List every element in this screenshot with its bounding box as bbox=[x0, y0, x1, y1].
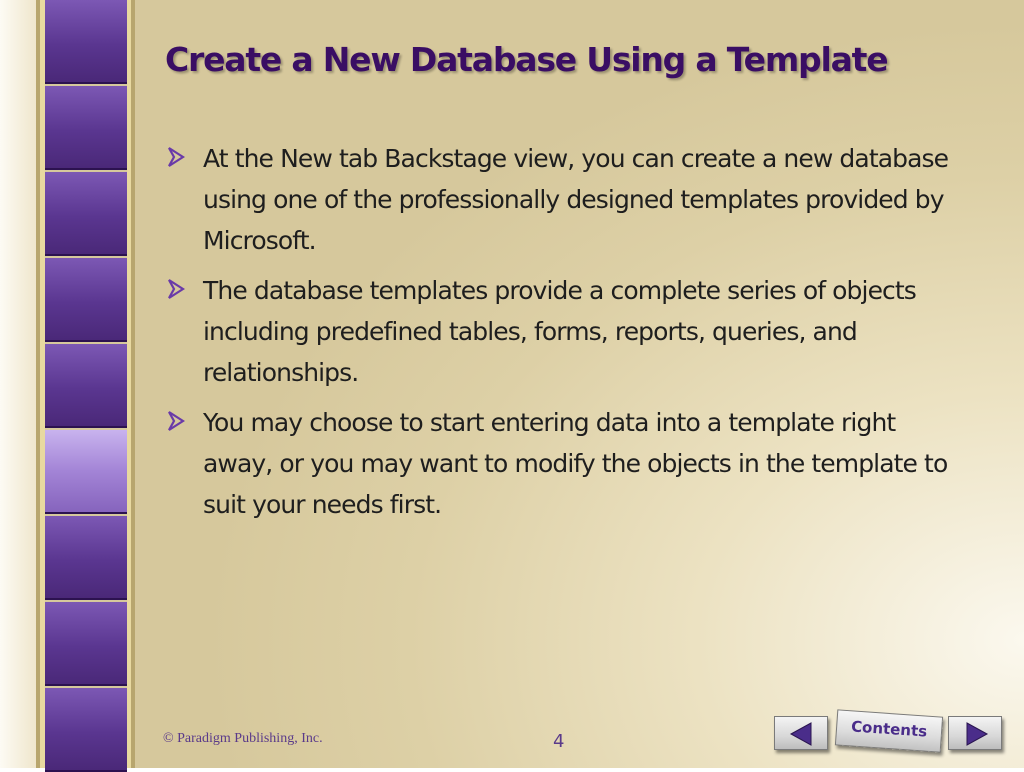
sidebar-tile bbox=[45, 258, 127, 342]
sidebar-tile bbox=[45, 172, 127, 256]
bullet-text: The database templates provide a complete series of objects including predefined tables, forms, reports, queries, and relationships. bbox=[203, 276, 916, 387]
bullet-item bbox=[165, 270, 965, 393]
sidebar-tile bbox=[45, 344, 127, 428]
sidebar-tile bbox=[45, 602, 127, 686]
bullet-item bbox=[165, 402, 965, 525]
sidebar-tile-highlighted bbox=[45, 430, 127, 514]
sidebar-tile bbox=[45, 0, 127, 84]
right-arrow-icon bbox=[949, 717, 1003, 751]
slide-title: Create a New Database Using a Template bbox=[165, 40, 888, 79]
sidebar-tile bbox=[45, 688, 127, 772]
sidebar-gold-line bbox=[131, 0, 135, 768]
previous-slide-button[interactable] bbox=[774, 716, 828, 750]
sidebar-light-band bbox=[0, 0, 36, 768]
sidebar-tile-column bbox=[45, 0, 127, 768]
bullet-text: At the New tab Backstage view, you can create a new database using one of the professionally designed templates provided by Microsoft. bbox=[203, 144, 949, 255]
next-slide-button[interactable] bbox=[948, 716, 1002, 750]
bullet-text: You may choose to start entering data into a template right away, or you may want to modify the objects in the template to suit your needs first. bbox=[203, 408, 948, 519]
sidebar-tile bbox=[45, 86, 127, 170]
decorative-sidebar bbox=[0, 0, 140, 768]
copyright-footer: © Paradigm Publishing, Inc. bbox=[163, 731, 323, 746]
arrow-bullet-icon bbox=[167, 410, 185, 432]
arrow-bullet-icon bbox=[167, 146, 185, 168]
page-number: 4 bbox=[553, 731, 565, 752]
bullet-list bbox=[165, 138, 965, 534]
contents-button[interactable] bbox=[835, 709, 943, 752]
left-arrow-icon bbox=[775, 717, 829, 751]
sidebar-tile bbox=[45, 516, 127, 600]
bullet-item bbox=[165, 138, 965, 261]
contents-label: Contents bbox=[850, 717, 928, 741]
arrow-bullet-icon bbox=[167, 278, 185, 300]
